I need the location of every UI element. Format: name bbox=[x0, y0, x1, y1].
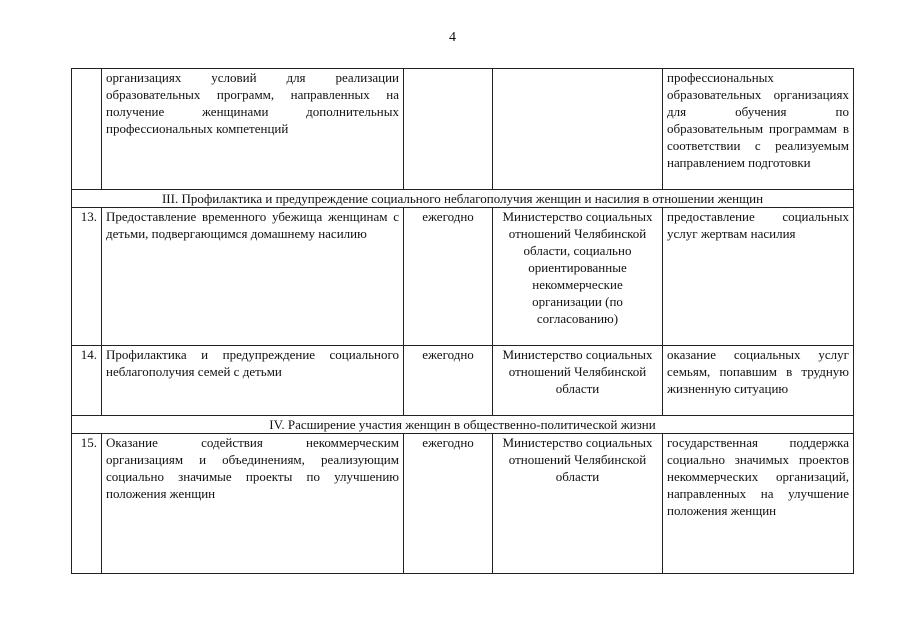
row-number: 13. bbox=[72, 208, 102, 346]
section-row bbox=[72, 190, 854, 208]
term-cell: ежегодно bbox=[404, 346, 493, 416]
table-row bbox=[72, 208, 854, 346]
table-row bbox=[72, 69, 854, 190]
executor-cell: Министерство социальных отношений Челябинской области, социально ориентированные некоммерческие организации (по согласованию) bbox=[493, 208, 663, 346]
executor-cell: Министерство социальных отношений Челябинской области bbox=[493, 346, 663, 416]
activity-cell: Оказание содействия некоммерческим организациям и объединениям, реализующим социально значимые проекты по улучшению положения женщин bbox=[102, 434, 404, 574]
row-number: 14. bbox=[72, 346, 102, 416]
term-cell: ежегодно bbox=[404, 208, 493, 346]
section-heading: III. Профилактика и предупреждение социального неблагополучия женщин и насилия в отношении женщин bbox=[72, 190, 854, 208]
plan-table bbox=[71, 68, 854, 574]
activity-cell: Предоставление временного убежища женщинам с детьми, подвергающимся домашнему насилию bbox=[102, 208, 404, 346]
executor-cell bbox=[493, 69, 663, 190]
result-cell: профессиональных образовательных организациях для обучения по образовательным программам в соответствии с реализуемым направлением подготовки bbox=[663, 69, 854, 190]
executor-cell: Министерство социальных отношений Челябинской области bbox=[493, 434, 663, 574]
table-row bbox=[72, 434, 854, 574]
result-cell: оказание социальных услуг семьям, попавшим в трудную жизненную ситуацию bbox=[663, 346, 854, 416]
term-cell bbox=[404, 69, 493, 190]
term-cell: ежегодно bbox=[404, 434, 493, 574]
activity-cell: Профилактика и предупреждение социального неблагополучия семей с детьми bbox=[102, 346, 404, 416]
result-cell: предоставление социальных услуг жертвам насилия bbox=[663, 208, 854, 346]
row-number: 15. bbox=[72, 434, 102, 574]
section-heading: IV. Расширение участия женщин в общественно-политической жизни bbox=[72, 416, 854, 434]
table-row bbox=[72, 346, 854, 416]
page-number: 4 bbox=[449, 30, 456, 45]
activity-cell: организациях условий для реализации образовательных программ, направленных на получение женщинами дополнительных профессиональных компетенций bbox=[102, 69, 404, 190]
section-row bbox=[72, 416, 854, 434]
row-number bbox=[72, 69, 102, 190]
result-cell: государственная поддержка социально значимых проектов некоммерческих организаций, направленных на улучшение положения женщин bbox=[663, 434, 854, 574]
